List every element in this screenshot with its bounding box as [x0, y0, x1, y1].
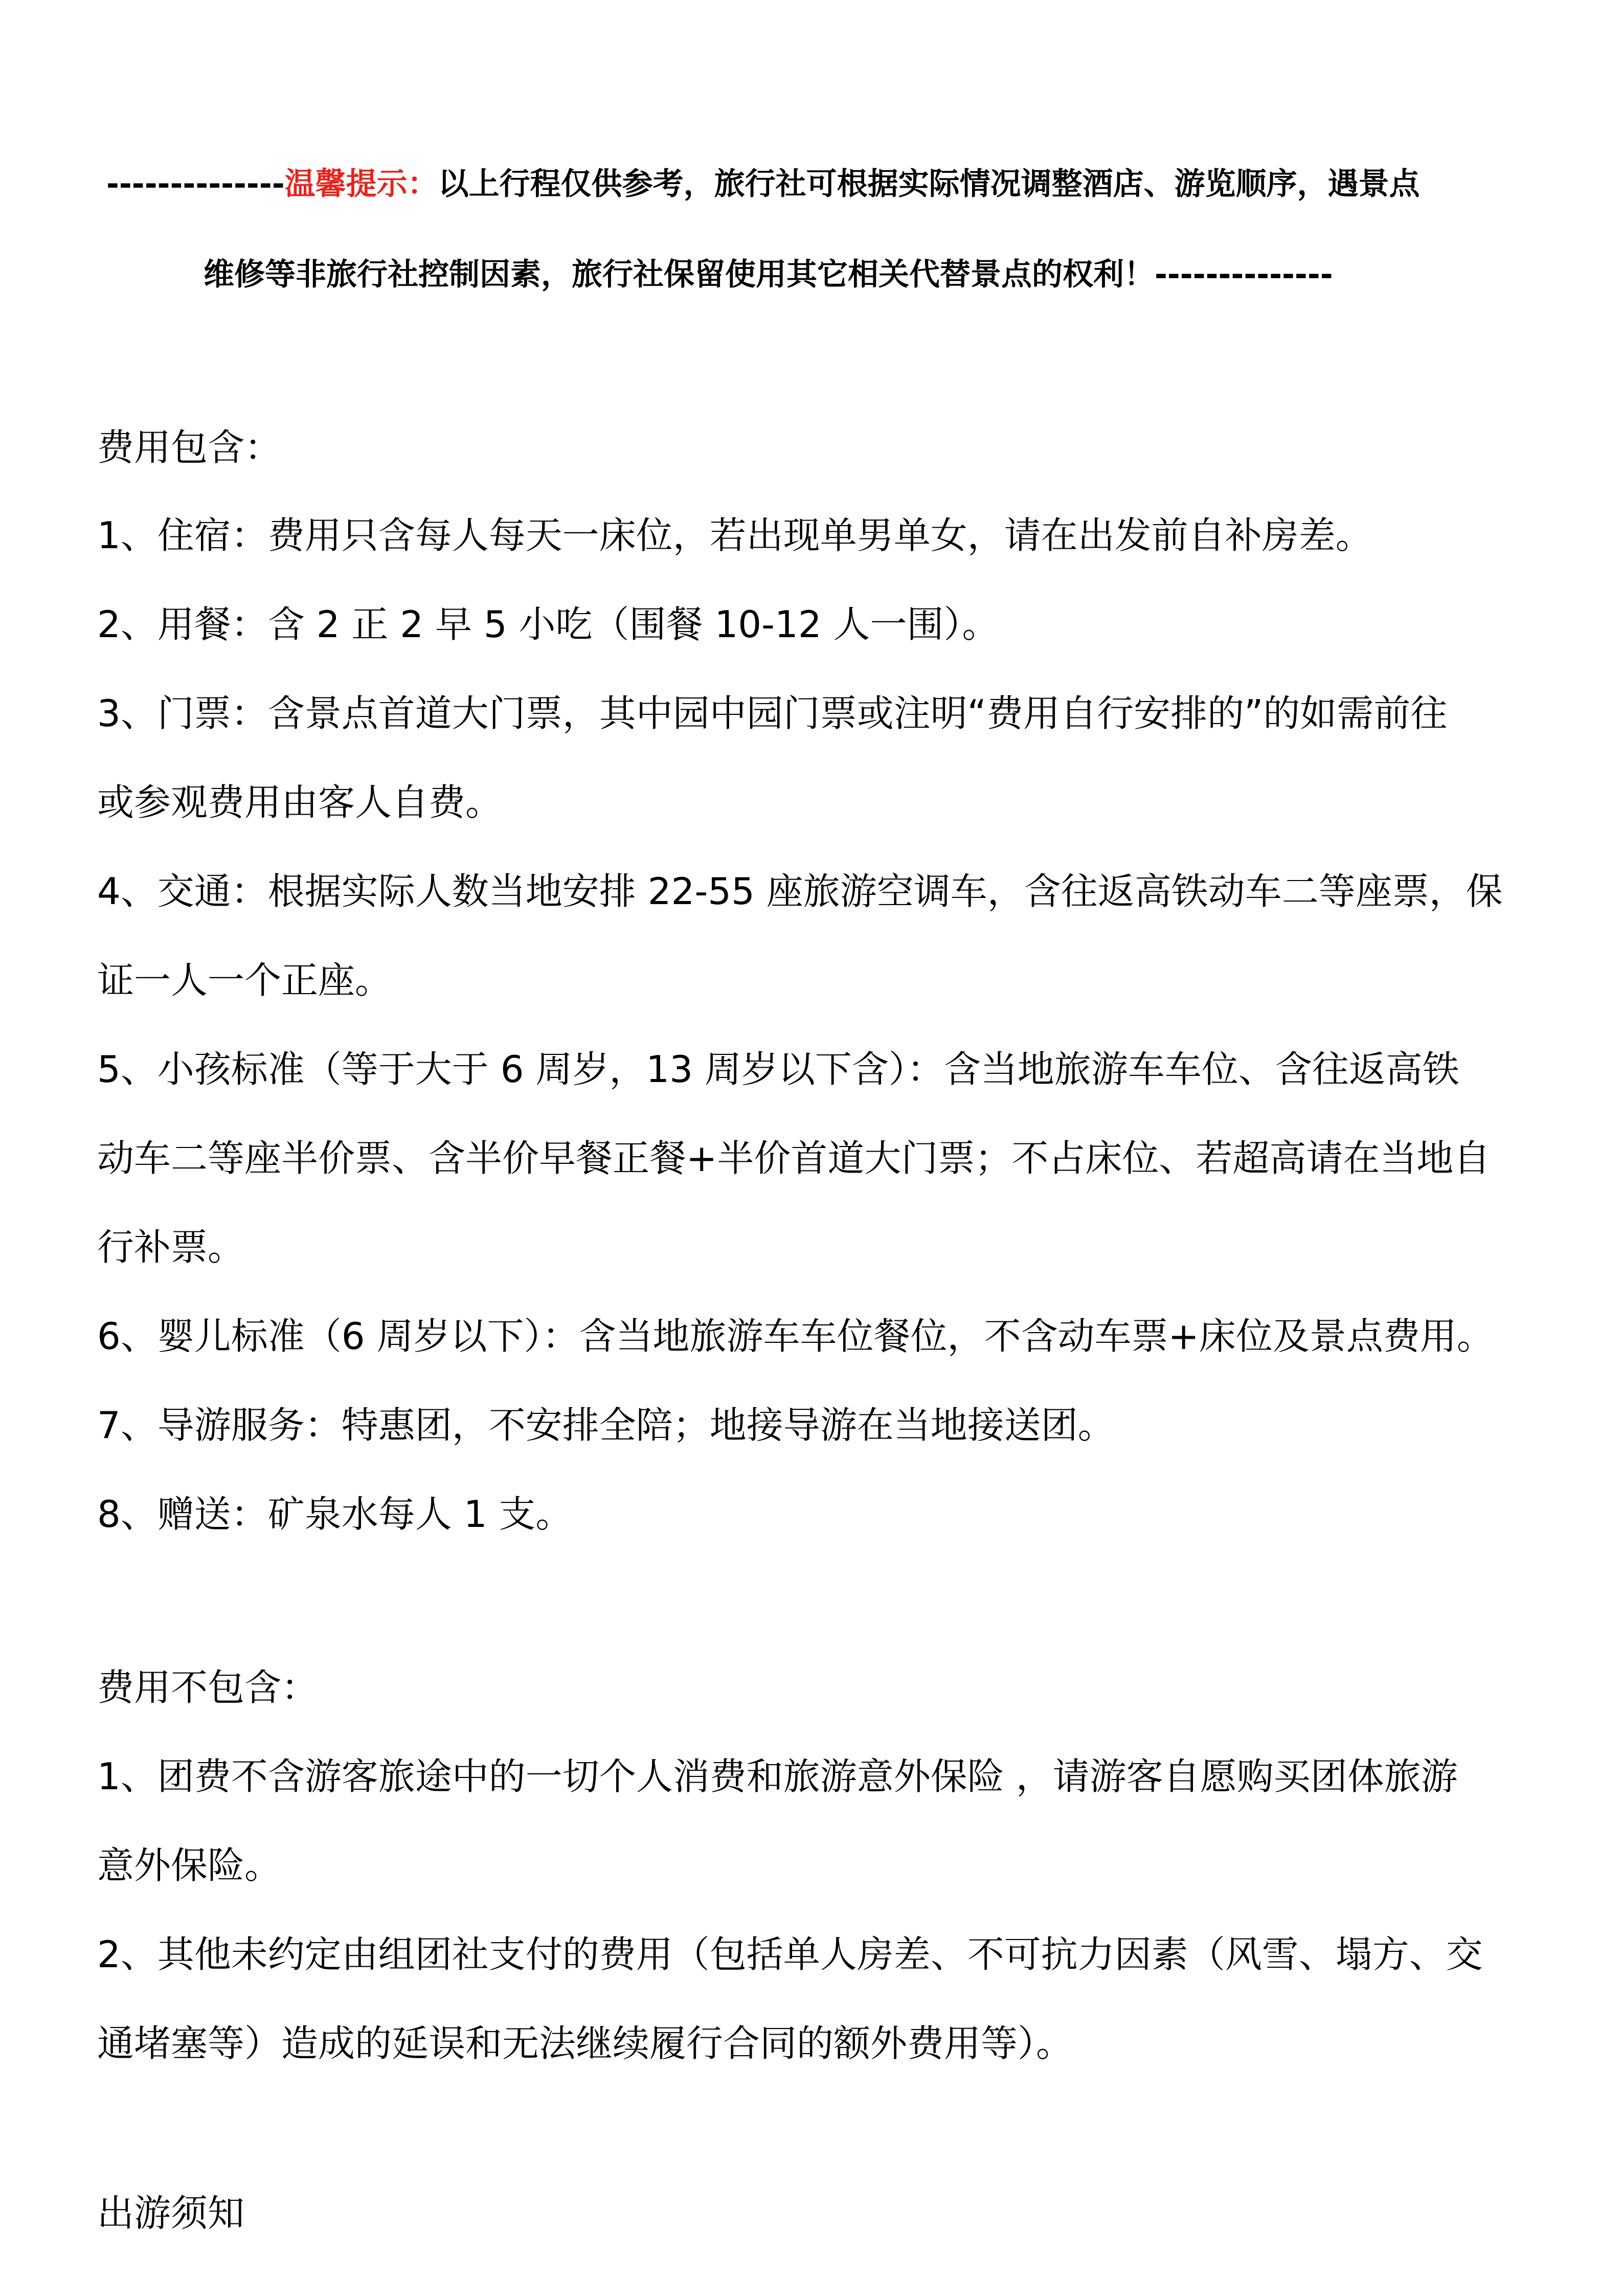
fee-includes-item-5-line-3: 行补票。: [97, 1226, 245, 1269]
fee-includes-item-3-line-2: 或参观费用由客人自费。: [97, 781, 503, 824]
notice-text-1: 以上行程仅供参考，旅行社可根据实际情况调整酒店、游览顺序，遇景点: [438, 166, 1420, 202]
fee-excludes-item-1-line-2: 意外保险。: [97, 1844, 282, 1887]
notice-text-2: 维修等非旅行社控制因素，旅行社保留使用其它相关代替景点的权利！: [204, 257, 1155, 292]
fee-excludes-heading: 费用不包含：: [97, 1666, 319, 1709]
fee-includes-item-6: 6、婴儿标准（6 周岁以下）：含当地旅游车车位餐位，不含动车票+床位及景点费用。: [97, 1315, 1494, 1358]
notice-line-2: [204, 254, 1623, 295]
fee-excludes-item-2-line-1: 2、其他未约定由组团社支付的费用（包括单人房差、不可抗力因素（风雪、塌方、交: [97, 1933, 1483, 1976]
fee-includes-item-5-line-1: 5、小孩标准（等于大于 6 周岁，13 周岁以下含）：含当地旅游车车位、含往返高铁: [97, 1048, 1459, 1091]
notice-dashes-right: --------------: [1155, 257, 1333, 292]
fee-excludes-item-2-line-2: 通堵塞等）造成的延误和无法继续履行合同的额外费用等）。: [97, 2022, 1073, 2065]
fee-includes-item-5-line-2: 动车二等座半价票、含半价早餐正餐+半价首道大门票；不占床位、若超高请在当地自: [97, 1137, 1491, 1180]
fee-includes-item-7: 7、导游服务：特惠团，不安排全陪；地接导游在当地接送团。: [97, 1404, 1115, 1447]
fee-includes-item-2: 2、用餐：含 2 正 2 早 5 小吃（围餐 10-12 人一围）。: [97, 603, 999, 646]
fee-includes-item-4-line-1: 4、交通：根据实际人数当地安排 22-55 座旅游空调车，含往返高铁动车二等座票，保: [97, 870, 1503, 913]
fee-includes-item-1: 1、住宿：费用只含每人每天一床位，若出现单男单女，请在出发前自补房差。: [97, 514, 1372, 557]
notice-line-1: [106, 164, 1548, 205]
notice-label: 温馨提示：: [284, 166, 438, 202]
fee-excludes-item-1-line-1: 1、团费不含游客旅途中的一切个人消费和旅游意外保险 ，请游客自愿购买团体旅游: [97, 1755, 1458, 1798]
travel-notes-heading: 出游须知: [97, 2192, 245, 2235]
fee-includes-item-3-line-1: 3、门票：含景点首道大门票，其中园中园门票或注明“费用自行安排的”的如需前往: [97, 692, 1448, 735]
fee-includes-item-8: 8、赠送：矿泉水每人 1 支。: [97, 1493, 573, 1536]
notice-dashes-left: --------------: [106, 166, 285, 202]
fee-includes-heading: 费用包含：: [97, 426, 282, 469]
fee-includes-item-4-line-2: 证一人一个正座。: [97, 959, 392, 1002]
